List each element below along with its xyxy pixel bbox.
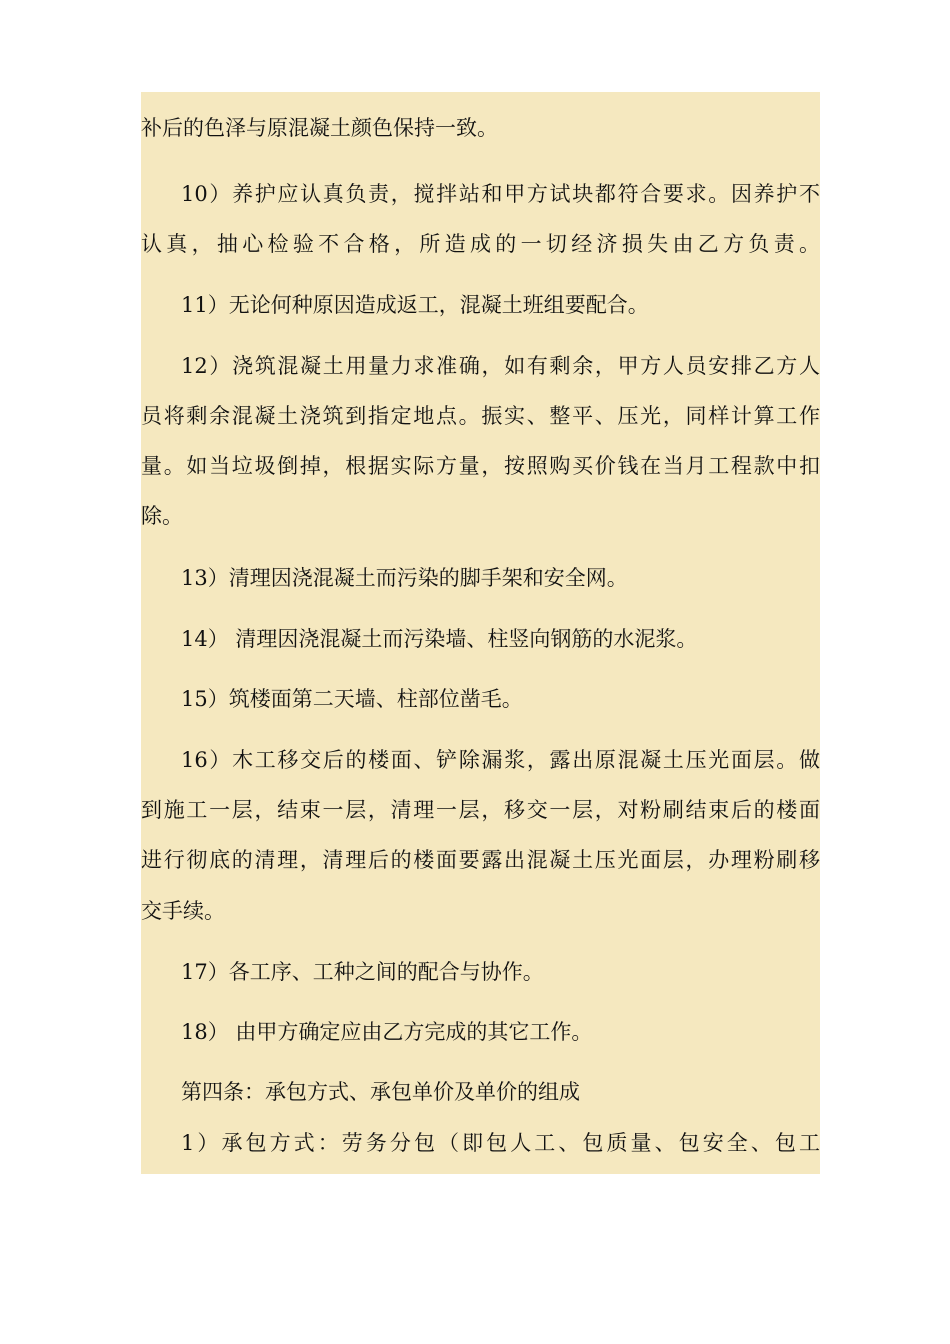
text-line: 交手续。 bbox=[141, 899, 225, 923]
document-page bbox=[141, 92, 820, 1174]
text-line: 量。如当垃圾倒掉，根据实际方量，按照购买价钱在当月工程款中扣 bbox=[141, 454, 820, 478]
text-line: 进行彻底的清理，清理后的楼面要露出混凝土压光面层，办理粉刷移 bbox=[141, 848, 820, 872]
text-line: 14） 清理因浇混凝土而污染墙、柱竖向钢筋的水泥浆。 bbox=[181, 627, 698, 651]
text-line: 认真，抽心检验不合格，所造成的一切经济损失由乙方负责。 bbox=[141, 232, 820, 256]
text-line: 11）无论何种原因造成返工，混凝土班组要配合。 bbox=[181, 293, 649, 317]
text-line: 13）清理因浇混凝土而污染的脚手架和安全网。 bbox=[181, 566, 628, 590]
text-line: 1）承包方式：劳务分包（即包人工、包质量、包安全、包工 bbox=[181, 1131, 820, 1155]
text-line: 到施工一层，结束一层，清理一层，移交一层，对粉刷结束后的楼面 bbox=[141, 798, 820, 822]
section-heading: 第四条：承包方式、承包单价及单价的组成 bbox=[181, 1080, 580, 1104]
text-line: 15）筑楼面第二天墙、柱部位凿毛。 bbox=[181, 687, 523, 711]
text-line: 补后的色泽与原混凝土颜色保持一致。 bbox=[141, 116, 498, 140]
text-line: 除。 bbox=[141, 504, 183, 528]
text-line: 12）浇筑混凝土用量力求准确，如有剩余，甲方人员安排乙方人 bbox=[181, 354, 820, 378]
text-line: 10）养护应认真负责，搅拌站和甲方试块都符合要求。因养护不 bbox=[181, 182, 820, 206]
text-line: 员将剩余混凝土浇筑到指定地点。振实、整平、压光，同样计算工作 bbox=[141, 404, 820, 428]
text-line: 17）各工序、工种之间的配合与协作。 bbox=[181, 960, 544, 984]
text-line: 18） 由甲方确定应由乙方完成的其它工作。 bbox=[181, 1020, 593, 1044]
text-line: 16）木工移交后的楼面、铲除漏浆，露出原混凝土压光面层。做 bbox=[181, 748, 820, 772]
